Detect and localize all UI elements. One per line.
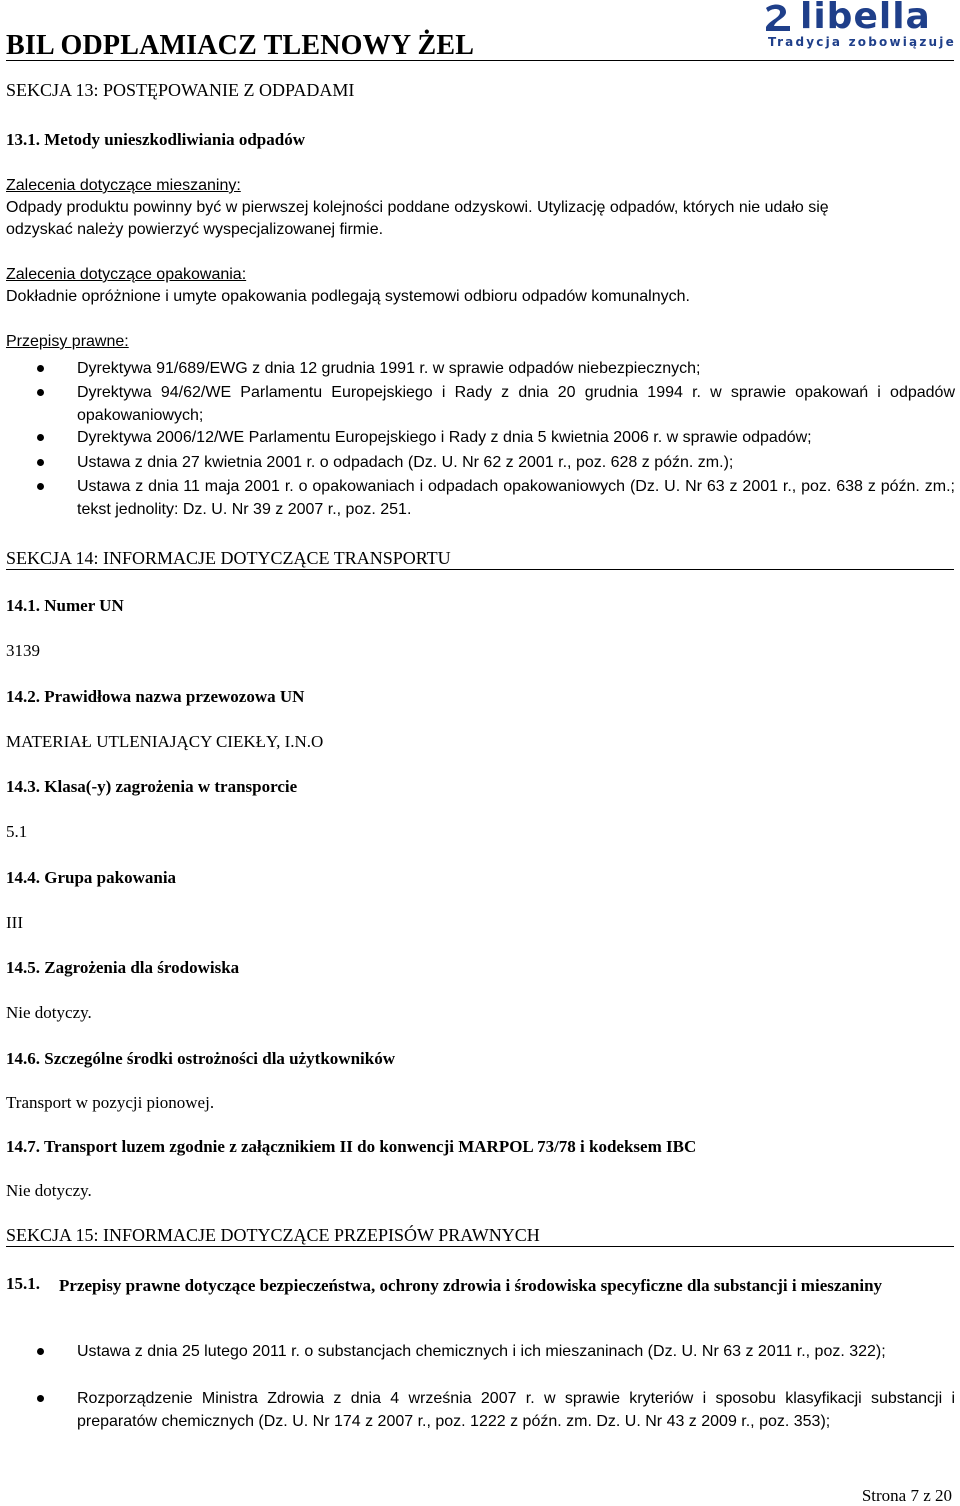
section14-rule bbox=[6, 569, 954, 570]
document-title: BIL ODPLAMIACZ TLENOWY ŻEL bbox=[6, 30, 475, 61]
libella-logo bbox=[762, 0, 956, 52]
bullet-icon bbox=[37, 1395, 44, 1402]
section15-title: SEKCJA 15: INFORMACJE DOTYCZĄCE PRZEPISÓW PRAWNYCH bbox=[6, 1225, 540, 1245]
s15-sub1-number: 15.1. bbox=[6, 1274, 40, 1293]
bullet-icon bbox=[37, 1348, 44, 1355]
logo-tagline: Tradycja zobowiązuje bbox=[768, 35, 956, 49]
section14-title: SEKCJA 14: INFORMACJE DOTYCZĄCE TRANSPORTU bbox=[6, 548, 451, 568]
s14-value-6: Transport w pozycji pionowej. bbox=[6, 1093, 215, 1112]
s14-head-2: 14.2. Prawidłowa nazwa przewozowa UN bbox=[6, 687, 305, 706]
mix-line1: Odpady produktu powinny być w pierwszej kolejności poddane odzyskowi. Utylizację odpadów, których nie udało się bbox=[6, 199, 829, 216]
s14-head-6: 14.6. Szczególne środki ostrożności dla użytkowników bbox=[6, 1049, 395, 1068]
s14-value-4: III bbox=[6, 913, 23, 932]
section15-rule bbox=[6, 1246, 954, 1247]
pack-text: Dokładnie opróżnione i umyte opakowania podlegają systemowi odbioru odpadów komunalnych. bbox=[6, 288, 690, 305]
page-number: Strona 7 z 20 bbox=[861, 1486, 952, 1505]
bullet-icon bbox=[37, 365, 44, 372]
s14-head-7: 14.7. Transport luzem zgodnie z załącznikiem II do konwencji MARPOL 73/78 i kodeksem IBC bbox=[6, 1137, 697, 1156]
s14-head-4: 14.4. Grupa pakowania bbox=[6, 868, 177, 887]
s14-value-5: Nie dotyczy. bbox=[6, 1003, 92, 1022]
bullet-icon bbox=[37, 459, 44, 466]
law-heading: Przepisy prawne: bbox=[6, 333, 129, 350]
logo-wordmark: libella bbox=[800, 0, 931, 37]
bullet-icon bbox=[37, 389, 44, 396]
bullet-icon bbox=[37, 434, 44, 441]
section13-title: SEKCJA 13: POSTĘPOWANIE Z ODPADAMI bbox=[6, 80, 355, 100]
s14-head-5: 14.5. Zagrożenia dla środowiska bbox=[6, 958, 240, 977]
s14-head-3: 14.3. Klasa(-y) zagrożenia w transporcie bbox=[6, 777, 298, 796]
header-rule bbox=[6, 60, 954, 61]
bullet-icon bbox=[37, 483, 44, 490]
document-page: BIL ODPLAMIACZ TLENOWY ŻEL libella Tradycja zobowiązuje SEKCJA 13: POSTĘPOWANIE Z ODPADAMI 13.1. Metody unieszkodliwiania odpadów Zalecenia dotyczące mieszaniny: Odpady produktu powinny być w pierwszej kolejności poddane odzyskowi. Utylizację odpadów, których nie udało się odzyskać należy powierzyć wyspecjalizowanej firmie. Zalecenia dotyczące opakowania: Dokładnie opróżnione i umyte opakowania podlegają systemowi odbioru odpadów komunalnych. Przepisy prawne: Dyrektywa 91/689/EWG z dnia 12 grudnia 1991 r. w sprawie odpadów niebezpiecznych; Dyrektywa 94/62/WE Parlamentu Europejskiego i Rady z dnia 20 grudnia 1994 r. w sprawie opakowań i odpadów opakowaniowych; Dyrektywa 2006/12/WE Parlamentu Europejskiego i Rady z dnia 5 kwietnia 2006 r. w sprawie odpadów; Ustawa z dnia 27 kwietnia 2001 r. o odpadach (Dz. U. Nr 62 z 2001 r., poz. 628 z późn. zm.); Ustawa z dnia 11 maja 2001 r. o opakowaniach i odpadach opakowaniowych (Dz. U. Nr 63 z 2001 r., poz. 638 z późn. zm.; tekst jednolity: Dz. U. Nr 39 z 2007 r., poz. 251. SEKCJA 14: INFORMACJE DOTYCZĄCE TRANSPORTU 14.1. Numer UN 3139 14.2. Prawidłowa nazwa przewozowa UN MATERIAŁ UTLENIAJĄCY CIEKŁY, I.N.O 14.3. Klasa(-y) zagrożenia w transporcie 5.1 14.4. Grupa pakowania III 14.5. Zagrożenia dla środowiska Nie dotyczy. 14.6. Szczególne środki ostrożności dla użytkowników Transport w pozycji pionowej. 14.7. Transport luzem zgodnie z załącznikiem II do konwencji MARPOL 73/78 i kodeksem IBC Nie dotyczy. SEKCJA 15: INFORMACJE DOTYCZĄCE PRZEPISÓW PRAWNYCH 15.1. Przepisy prawne dotyczące bezpieczeństwa, ochrony zdrowia i środowiska specyficzne dla substancji i mieszaniny Ustawa z dnia 25 lutego 2011 r. o substancjach chemicznych i ich mieszaninach (Dz. U. Nr 63 z 2011 r., poz. 322); Rozporządzenie Ministra Zdrowia z dnia 4 września 2007 r. w sprawie kryteriów i sposobu klasyfikacji substancji i preparatów chemicznych (Dz. U. Nr 174 z 2007 r., poz. 1222 z późn. zm. Dz. U. Nr 43 z 2009 r., poz. 353); Strona 7 z 20 bbox=[0, 0, 960, 1505]
s14-value-7: Nie dotyczy. bbox=[6, 1181, 92, 1200]
mix-line2: odzyskać należy powierzyć wyspecjalizowanej firmie. bbox=[6, 221, 384, 238]
mix-heading: Zalecenia dotyczące mieszaniny: bbox=[6, 177, 241, 194]
s15-sub1-text: Przepisy prawne dotyczące bezpieczeństwa, ochrony zdrowia i środowiska specyficzne dla substancji i mieszaniny bbox=[59, 1276, 883, 1295]
s14-value-3: 5.1 bbox=[6, 822, 28, 841]
s14-value-2: MATERIAŁ UTLENIAJĄCY CIEKŁY, I.N.O bbox=[6, 732, 324, 751]
pack-heading: Zalecenia dotyczące opakowania: bbox=[6, 266, 247, 283]
section13-sub1: 13.1. Metody unieszkodliwiania odpadów bbox=[6, 130, 305, 149]
s14-head-1: 14.1. Numer UN bbox=[6, 596, 124, 615]
s14-value-1: 3139 bbox=[6, 641, 40, 660]
